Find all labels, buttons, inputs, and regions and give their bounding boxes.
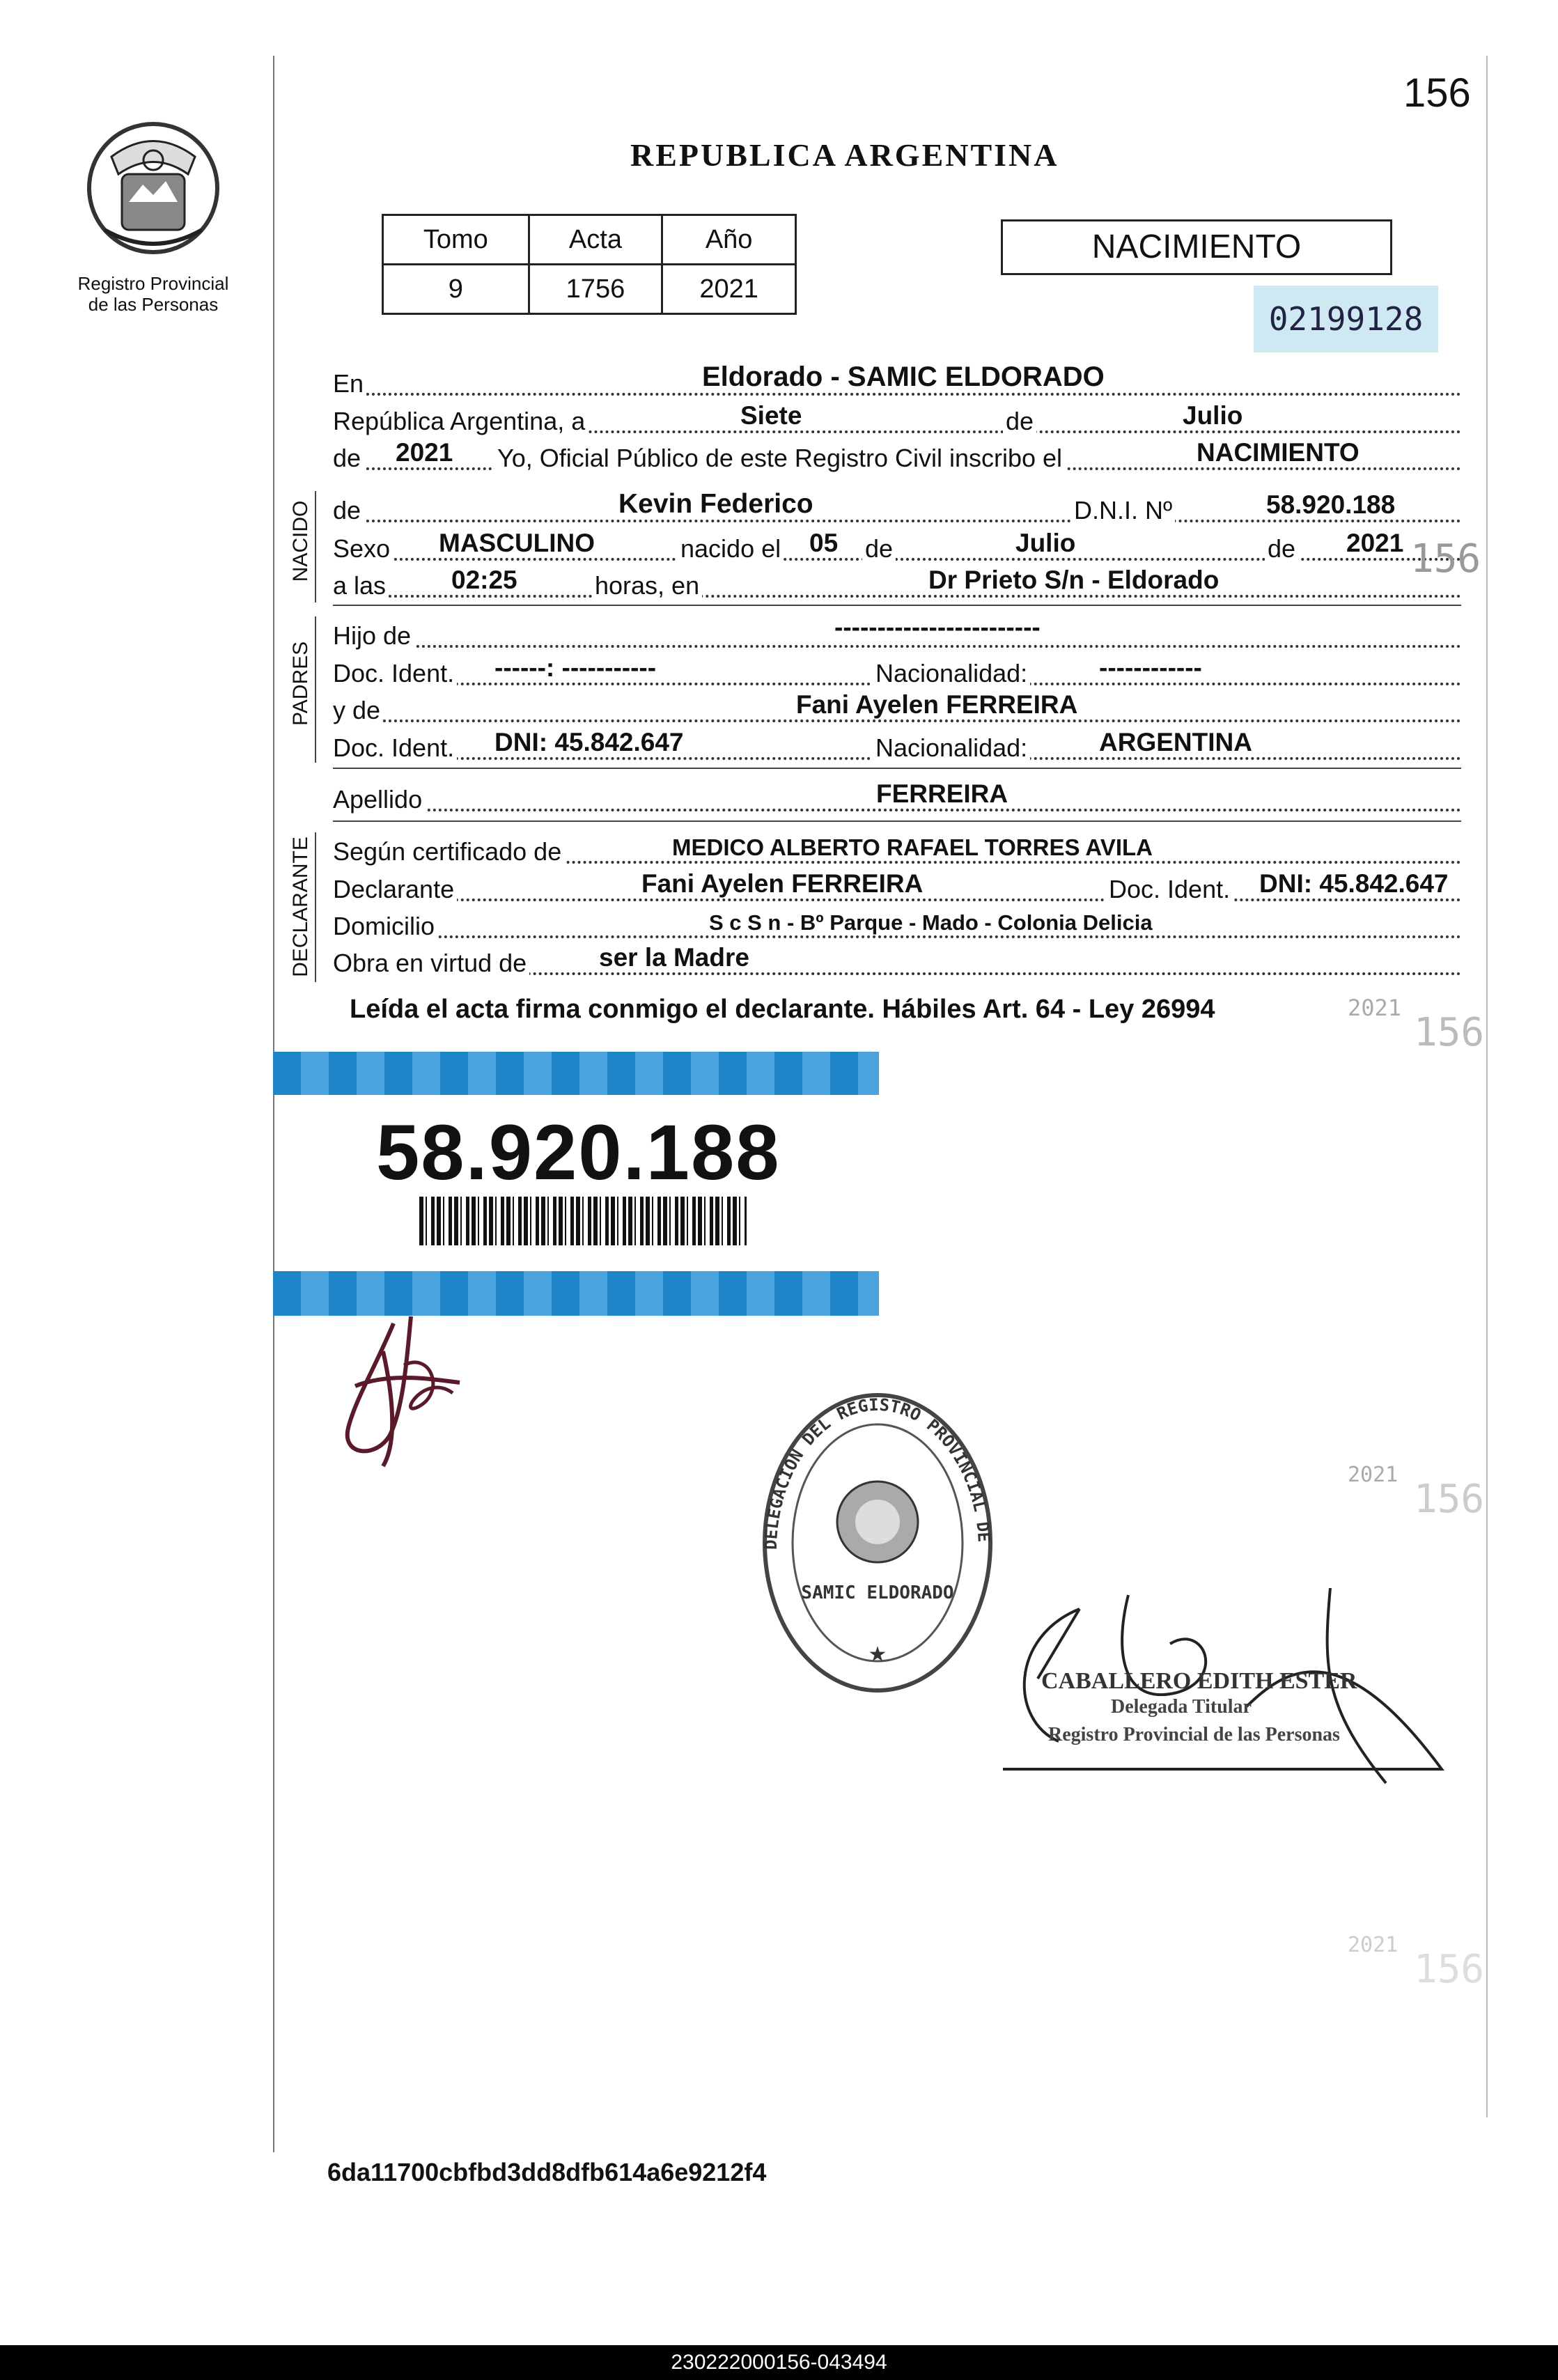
- mother-nat-label: Nacionalidad:: [873, 733, 1030, 763]
- birth-month: Julio: [1015, 529, 1076, 557]
- inscribo-text: Yo, Oficial Público de este Registro Civil inscribo el: [494, 444, 1065, 473]
- mother-line: [333, 687, 1461, 726]
- address-line: [333, 903, 1461, 942]
- declarante-doc: DNI: 45.842.647: [1259, 869, 1449, 898]
- stamp-inner-text: SAMIC ELDORADO: [801, 1582, 954, 1603]
- serial-number: 02199128: [1254, 286, 1438, 352]
- declarante-section-label: DECLARANTE: [289, 837, 312, 977]
- sex-line: [333, 526, 1461, 565]
- closing-statement: Leída el acta firma conmigo el declarante. Hábiles Art. 64 - Ley 26994: [350, 995, 1215, 1024]
- mother-doc-label: Doc. Ident.: [333, 733, 457, 763]
- sticker-barcode: [419, 1197, 747, 1245]
- padres-bracket: [315, 616, 316, 763]
- domicilio-value: S c S n - Bº Parque - Mado - Colonia Delicia: [709, 910, 1153, 935]
- apellido-label: Apellido: [333, 785, 425, 814]
- father-doc-line: [333, 651, 1461, 690]
- mother-nationality: ARGENTINA: [1099, 728, 1252, 756]
- surname-value: FERREIRA: [876, 779, 1008, 808]
- left-margin-line: [273, 56, 274, 2152]
- child-dni: 58.920.188: [1266, 490, 1396, 519]
- delegate-name: CABALLERO EDITH ESTER: [1041, 1668, 1357, 1694]
- page-number: 156: [1403, 70, 1471, 116]
- registry-stamp: [756, 1390, 999, 1696]
- place-line: [333, 361, 1461, 400]
- hijo-de-label: Hijo de: [333, 621, 414, 651]
- a-las-label: a las: [333, 571, 389, 600]
- certificate-line: [333, 829, 1461, 868]
- faint-mark-page-2: 156: [1410, 536, 1481, 582]
- surname-line: [333, 777, 1461, 816]
- child-name: Kevin Federico: [618, 489, 813, 519]
- faint-mark-year-3: 2021: [1348, 1933, 1399, 1957]
- domicilio-label: Domicilio: [333, 912, 437, 941]
- birth-place: Dr Prieto S/n - Eldorado: [928, 566, 1220, 594]
- anio-header: Año: [662, 215, 796, 265]
- virtud-label: Obra en virtud de: [333, 949, 529, 978]
- official-signature: [327, 1309, 481, 1470]
- separator-nacido: [333, 605, 1461, 606]
- act-value: NACIMIENTO: [1197, 438, 1360, 467]
- year-value: 2021: [396, 438, 453, 467]
- mother-doc-line: [333, 725, 1461, 764]
- place-value: Eldorado - SAMIC ELDORADO: [702, 361, 1105, 392]
- nacido-bracket: [315, 491, 316, 602]
- birth-year-label: de: [1265, 534, 1298, 563]
- date-line: [333, 398, 1461, 437]
- horas-label: horas, en: [592, 571, 702, 600]
- delegate-org: Registro Provincial de las Personas: [1048, 1724, 1340, 1745]
- birth-time: 02:25: [451, 566, 517, 594]
- nacido-section-label: NACIDO: [289, 500, 312, 582]
- nacido-de-label: de: [333, 496, 364, 525]
- father-line: [333, 613, 1461, 652]
- svg-text:★: ★: [868, 1643, 887, 1666]
- father-name: ------------------------: [834, 613, 1041, 641]
- birth-year: 2021: [1346, 529, 1404, 557]
- father-nationality: ------------: [1099, 653, 1202, 682]
- document-hash: 6da11700cbfbd3dd8dfb614a6e9212f4: [327, 2158, 767, 2186]
- declarante-doc-label: Doc. Ident.: [1106, 875, 1233, 904]
- country-title: REPUBLICA ARGENTINA: [630, 137, 1059, 173]
- father-nat-label: Nacionalidad:: [873, 659, 1030, 688]
- footer-bar: [0, 2345, 1558, 2380]
- father-doc-label: Doc. Ident.: [333, 659, 457, 688]
- right-margin-line: [1486, 56, 1488, 2117]
- province-logo: [84, 118, 223, 258]
- certificado-label: Según certificado de: [333, 837, 564, 866]
- acta-header: Acta: [529, 215, 662, 265]
- separator-padres: [333, 768, 1461, 769]
- faint-mark-page-3: 156: [1414, 1477, 1485, 1522]
- anio-value: 2021: [662, 265, 796, 314]
- dni-label: D.N.I. Nº: [1071, 496, 1175, 525]
- sticker-band-top: [273, 1052, 879, 1095]
- faint-mark-page-1: 156: [1414, 1010, 1485, 1055]
- tomo-header: Tomo: [383, 215, 529, 265]
- month-value: Julio: [1183, 401, 1243, 430]
- declarante-name: Fani Ayelen FERREIRA: [641, 869, 924, 898]
- act-line: [333, 435, 1461, 474]
- faint-mark-page-4: 156: [1414, 1947, 1485, 1992]
- virtud-value: ser la Madre: [599, 943, 749, 972]
- sexo-value: MASCULINO: [439, 529, 595, 557]
- sexo-label: Sexo: [333, 534, 393, 563]
- mother-doc: DNI: 45.842.647: [494, 728, 684, 756]
- y-de-label: y de: [333, 696, 383, 725]
- certificado-value: MEDICO ALBERTO RAFAEL TORRES AVILA: [672, 834, 1153, 860]
- father-doc: ------: -----------: [494, 653, 657, 682]
- faint-mark-year-2: 2021: [1348, 1463, 1399, 1487]
- acta-value: 1756: [529, 265, 662, 314]
- name-line: [333, 488, 1461, 527]
- mother-name: Fani Ayelen FERREIRA: [796, 690, 1078, 719]
- en-label: En: [333, 369, 366, 398]
- sticker-number: 58.920.188: [376, 1109, 781, 1196]
- footer-code: 230222000156-043494: [671, 2351, 887, 2374]
- time-line: [333, 563, 1461, 602]
- year-de-label: de: [333, 444, 364, 473]
- birth-de-label: de: [862, 534, 896, 563]
- declarant-line: [333, 866, 1461, 905]
- republica-label: República Argentina, a: [333, 407, 588, 436]
- separator-apellido: [333, 820, 1461, 822]
- stamp-ring-text: DELEGACION DEL REGISTRO PROVINCIAL DE: [761, 1394, 994, 1550]
- virtue-line: [333, 940, 1461, 979]
- faint-mark-year-1: 2021: [1348, 995, 1402, 1021]
- logo-caption: Registro Provincial de las Personas: [77, 273, 229, 315]
- date-de-label: de: [1003, 407, 1036, 436]
- registry-table: [382, 214, 797, 315]
- act-type-box: NACIMIENTO: [1001, 219, 1392, 275]
- declarante-bracket: [315, 832, 316, 982]
- birth-day: 05: [809, 529, 839, 557]
- tomo-value: 9: [383, 265, 529, 314]
- delegate-role: Delegada Titular: [1111, 1696, 1252, 1718]
- nacido-el-label: nacido el: [678, 534, 784, 563]
- padres-section-label: PADRES: [289, 641, 312, 726]
- declarante-label: Declarante: [333, 875, 457, 904]
- day-value: Siete: [740, 401, 802, 430]
